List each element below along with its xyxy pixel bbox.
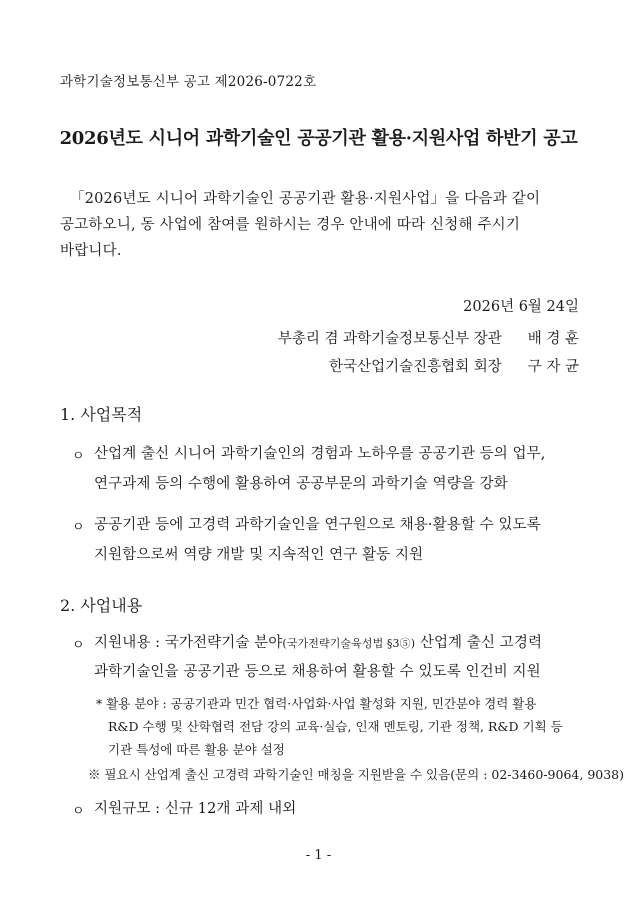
law-reference: (국가전략기술육성법 §3⑤) [282,637,416,650]
signatory-name: 구 자 균 [527,359,579,375]
purpose-2-line-2: 지원함으로써 역량 개발 및 지속적인 연구 활동 지원 [94,547,424,563]
application-field-line-2: R&D 수행 및 산학협력 전담 강의 교육·실습, 인재 멘토링, 기관 정책, R&D 기획 등 [108,719,563,734]
signatory-association [329,355,579,376]
notice-number: 과학기술정보통신부 공고 제2026-0722호 [60,74,317,90]
page-number: - 1 - [305,848,332,863]
reference-note: ※ 필요시 산업계 출신 고경력 과학기술인 매칭을 지원받을 수 있음(문의 : 02-3460-9064, 9038) [88,767,625,782]
intro-line-3: 바랍니다. [60,243,122,259]
signatory-name: 배 경 훈 [527,331,579,347]
section-1-heading: 1. 사업목적 [60,405,143,424]
intro-line-1: 「2026년도 시니어 과학기술인 공공기관 활용·지원사업」을 다음과 같이 [70,191,541,207]
purpose-2-line-1: 공공기관 등에 고경력 과학기술인을 연구원으로 채용·활용할 수 있도록 [94,517,541,533]
application-field-line-1: * 활용 분야 : 공공기관과 민간 협력·사업화·사업 활성화 지원, 민간분야 경력 활용 [96,696,537,711]
bullet-icon: ㅇ [72,449,85,464]
support-prefix: 지원내용 : 국가전략기술 분야 [94,635,283,651]
bullet-icon: ㅇ [72,804,85,819]
purpose-1-line-1: 산업계 출신 시니어 과학기술인의 경험과 노하우를 공공기관 등의 업무, [94,446,546,462]
application-field-line-3: 기관 특성에 따른 활용 분야 설정 [108,742,285,757]
signatory-title: 한국산업기술진흥협회 회장 [329,359,502,375]
notice-date: 2026년 6월 24일 [463,299,579,315]
support-content-line-2: 과학기술인을 공공기관 등으로 채용하여 활용할 수 있도록 인건비 지원 [94,664,541,680]
signatory-minister [278,327,579,348]
section-2-heading: 2. 사업내용 [60,596,143,615]
intro-line-2: 공고하오니, 동 사업에 참여를 원하시는 경우 안내에 따라 신청해 주시기 [60,217,521,233]
purpose-1-line-2: 연구과제 등의 수행에 활용하여 공공부문의 과학기술 역량을 강화 [94,476,508,492]
support-scale: 지원규모 : 신규 12개 과제 내외 [94,801,297,817]
support-content-line-1 [94,631,542,652]
signatory-title: 부총리 겸 과학기술정보통신부 장관 [277,331,502,347]
bullet-icon: ㅇ [72,638,85,653]
page-title: 2026년도 시니어 과학기술인 공공기관 활용·지원사업 하반기 공고 [59,128,578,149]
bullet-icon: ㅇ [72,520,85,535]
support-suffix: 산업계 출신 고경력 [415,635,543,651]
